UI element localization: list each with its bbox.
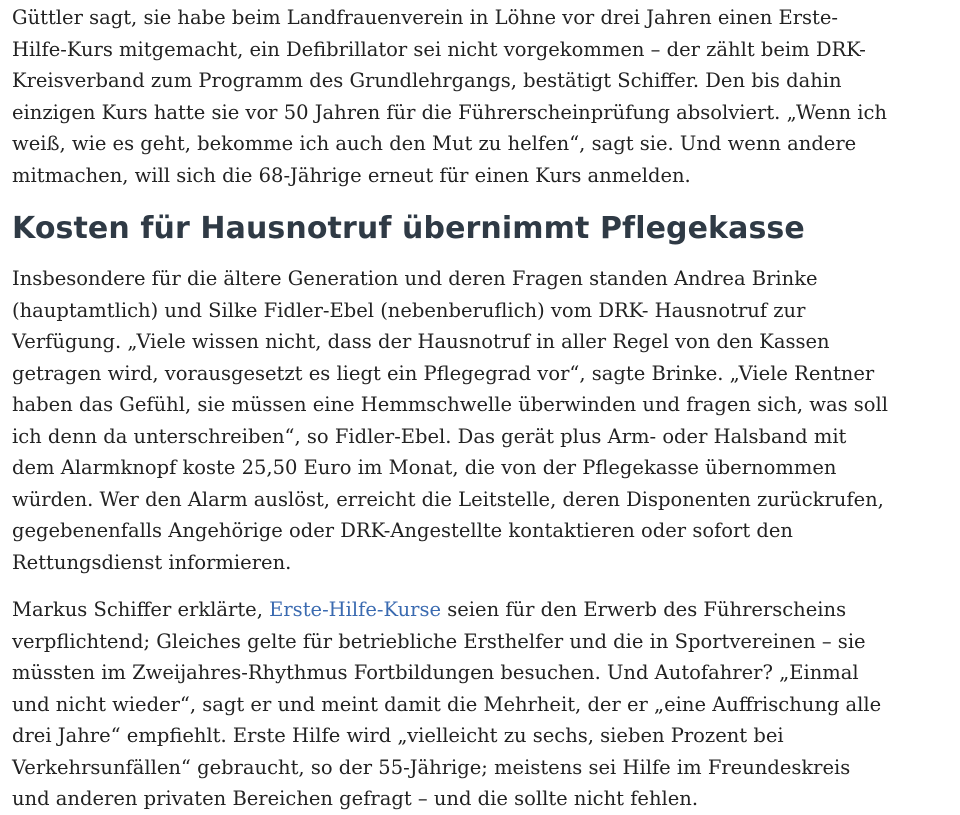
section-heading: Kosten für Hausnotruf übernimmt Pflegekasse xyxy=(12,211,805,246)
article-body xyxy=(12,0,892,815)
article-paragraph-2: Insbesondere für die ältere Generation und deren Fragen standen Andrea Brinke (hauptamtlich) und Silke Fidler-Ebel (nebenberuflich) vom DRK- Hausnotruf zur Verfügung. „Viele wissen nicht, dass der Hausnotruf in aller Regel von den Kassen getragen wird, vorausgesetzt es liegt ein Pflegegrad vor“, sagte Brinke. „Viele Rentner haben das Gefühl, sie müssen eine Hemmschwelle überwinden und fragen sich, was soll ich denn da unterschreiben“, so Fidler-Ebel. Das gerät plus Arm- oder Halsband mit dem Alarmknopf koste 25,50 Euro im Monat, die von der Pflegekasse übernommen würden. Wer den Alarm auslöst, erreicht die Leitstelle, deren Disponenten zurückrufen, gegebenenfalls Angehörige oder DRK-Angestellte kontaktieren oder sofort den Rettungsdienst informieren. xyxy=(12,267,889,574)
erste-hilfe-kurse-link[interactable]: Erste-Hilfe-Kurse xyxy=(269,598,442,621)
paragraph-3-text-before: Markus Schiffer erklärte, xyxy=(12,598,270,621)
article-paragraph-1: Güttler sagt, sie habe beim Landfrauenverein in Löhne vor drei Jahren einen Erste-Hilfe-Kurs mitgemacht, ein Defibrillator sei nicht vorgekommen – der zählt beim DRK-Kreisverband zum Programm des Grundlehrgangs, bestätigt Schiffer. Den bis dahin einzigen Kurs hatte sie vor 50 Jahren für die Führerscheinprüfung absolviert. „Wenn ich weiß, wie es geht, bekomme ich auch den Mut zu helfen“, sagt sie. Und wenn andere mitmachen, will sich die 68-Jährige erneut für einen Kurs anmelden. xyxy=(12,6,887,187)
article-paragraph-3 xyxy=(12,594,892,815)
paragraph-3-text-after: seien für den Erwerb des Führerscheins verpflichtend; Gleiches gelte für betriebliche Ersthelfer und die in Sportvereinen – sie müssten im Zweijahres-Rhythmus Fortbildungen besuchen. Und Autofahrer? „Einmal und nicht wieder“, sagt er und meint damit die Mehrheit, der er „eine Auffrischung alle drei Jahre“ empfiehlt. Erste Hilfe wird „vielleicht zu sechs, sieben Prozent bei Verkehrsunfällen“ gebraucht, so der 55-Jährige; meistens sei Hilfe im Freundeskreis und anderen privaten Bereichen gefragt – und die sollte nicht fehlen. xyxy=(12,598,882,810)
